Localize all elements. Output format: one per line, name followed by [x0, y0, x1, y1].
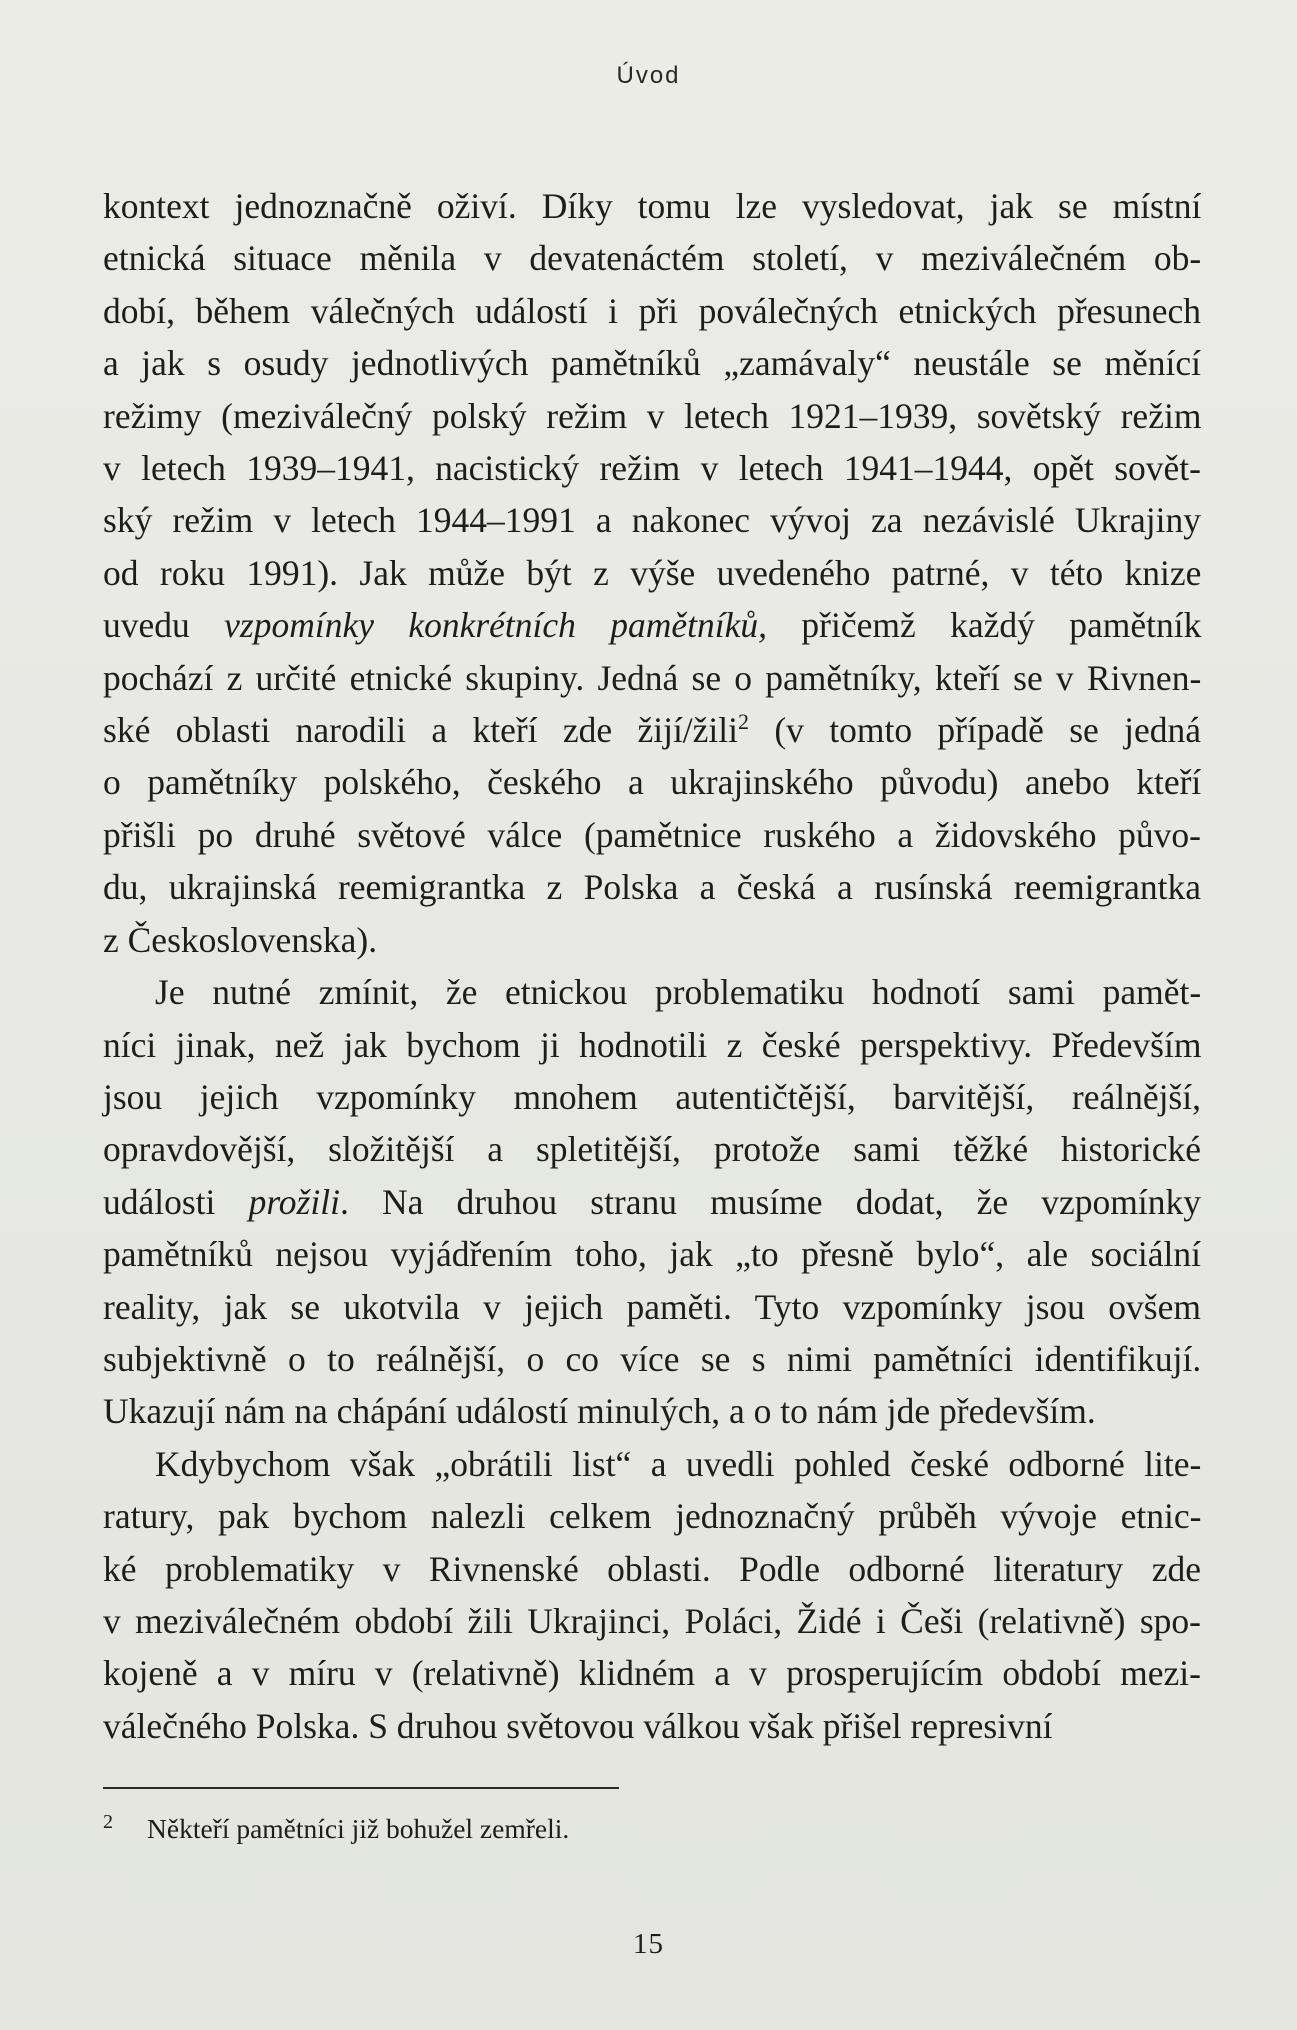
text-line: opravdovější, složitější a spletitější, protože sami těžké historické	[103, 1129, 1201, 1170]
text-line: du, ukrajinská reemigrantka z Polska a česká a rusínská reemigrantka	[103, 867, 1201, 908]
footnote-text: Někteří pamětníci již bohužel zemřeli.	[147, 1813, 570, 1844]
text-line: ský režim v letech 1944–1991 a nakonec vývoj za nezávislé Ukrajiny	[103, 500, 1201, 541]
text-line: kontext jednoznačně oživí. Díky tomu lze vysledovat, jak se místní	[103, 186, 1202, 226]
text-line: dobí, během válečných událostí i při poválečných etnických přesunech	[103, 290, 1201, 331]
text-line: a jak s osudy jednotlivých pamětníků „zamávaly“ neustále se měnící	[103, 343, 1201, 384]
text-line: Kdybychom však „obrátili list“ a uvedli pohled české odborné lite-	[155, 1443, 1202, 1484]
italic-phrase: vzpomínky konkrétních pamětníků,	[224, 605, 768, 646]
text-line: v letech 1939–1941, nacistický režim v letech 1941–1944, opět sovět-	[103, 448, 1201, 489]
text-line: pochází z určité etnické skupiny. Jedná se o pamětníky, kteří se v Rivnen-	[103, 657, 1202, 698]
text-line: z Československa).	[103, 919, 378, 960]
text-line: ké problematiky v Rivnenské oblasti. Podle odborné literatury zde	[103, 1548, 1201, 1589]
text-line: režimy (meziválečný polský režim v letech 1921–1939, sovětský režim	[103, 395, 1202, 436]
text-line: ratury, pak bychom nalezli celkem jednoznačný průběh vývoje etnic-	[103, 1496, 1202, 1537]
paragraph	[103, 180, 1201, 966]
text-line: Ukazují nám na chápání událostí minulých, a o to nám jde především.	[103, 1391, 1096, 1432]
text-line: válečného Polska. S druhou světovou válkou však přišel represivní	[103, 1705, 1053, 1746]
footnote	[103, 1802, 569, 1849]
footnote-reference: 2	[738, 709, 750, 735]
text-line: etnická situace měnila v devatenáctém století, v meziválečném ob-	[103, 238, 1202, 279]
text-line: v meziválečném období žili Ukrajinci, Poláci, Židé i Češi (relativně) spo-	[103, 1600, 1201, 1641]
text-line: události prožili. Na druhou stranu musíme dodat, že vzpomínky	[103, 1181, 1201, 1222]
text-line: jsou jejich vzpomínky mnohem autentičtější, barvitější, reálnější,	[103, 1076, 1201, 1117]
footnote-number: 2	[103, 1811, 113, 1833]
page-number: 15	[633, 1928, 664, 1960]
text-line: přišli po druhé světové válce (pamětnice ruského a židovského půvo-	[103, 814, 1201, 855]
text-line: pamětníků nejsou vyjádřením toho, jak „to přesně bylo“, ale sociální	[103, 1234, 1202, 1275]
running-head: Úvod	[616, 62, 681, 89]
italic-phrase: prožili	[248, 1181, 340, 1222]
text-line: reality, jak se ukotvila v jejich paměti. Tyto vzpomínky jsou ovšem	[103, 1286, 1201, 1327]
text-line: o pamětníky polského, českého a ukrajinského původu) anebo kteří	[103, 762, 1202, 803]
text-line: kojeně a v míru v (relativně) klidném a v prosperujícím období mezi-	[103, 1653, 1201, 1694]
text-line: níci jinak, než jak bychom ji hodnotili z české perspektivy. Především	[103, 1024, 1202, 1065]
text-line: Je nutné zmínit, že etnickou problematiku hodnotí sami pamět-	[155, 972, 1202, 1013]
paragraph	[103, 1438, 1201, 1752]
text-line: od roku 1991). Jak může být z výše uvedeného patrné, v této knize	[103, 552, 1202, 593]
text-line: ské oblasti narodili a kteří zde žijí/žili$^2$ (v tomto případě se jedná	[103, 709, 1201, 751]
footnote-rule	[103, 1787, 619, 1789]
text-line: subjektivně o to reálnější, o co více se s nimi pamětníci identifikují.	[103, 1338, 1202, 1379]
body-text	[103, 180, 1201, 1752]
paragraph	[103, 966, 1201, 1438]
text-line: uvedu vzpomínky konkrétních pamětníků, přičemž každý pamětník	[103, 605, 1202, 646]
